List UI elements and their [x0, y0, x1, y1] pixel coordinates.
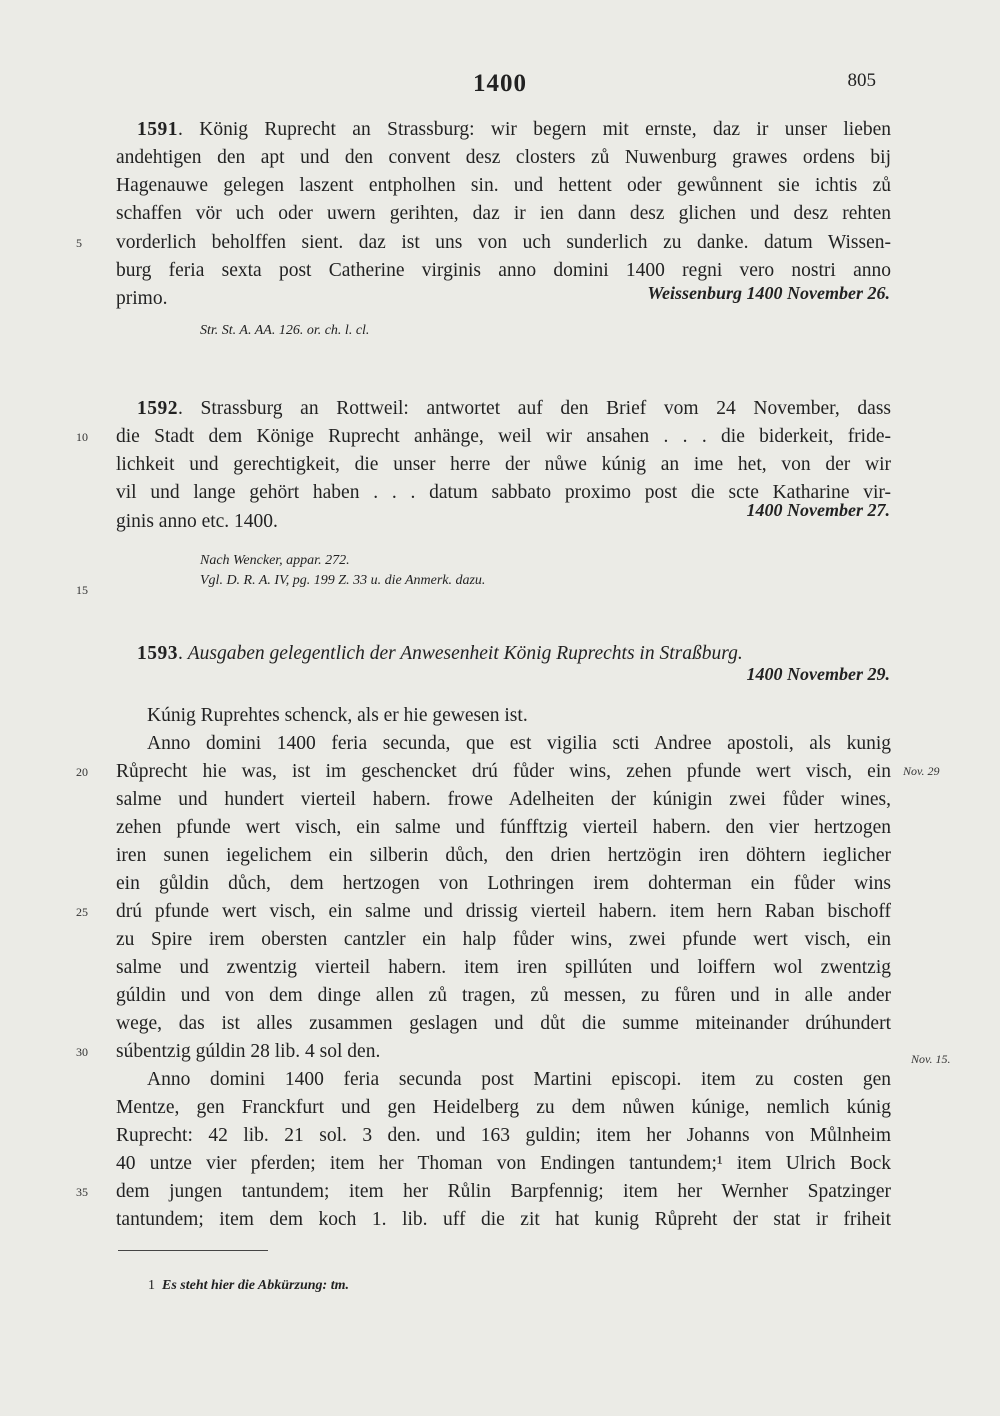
entry-1591-source: Str. St. A. AA. 126. or. ch. l. cl.	[200, 323, 370, 338]
entry-1593-line-15: Mentze, gen Franckfurt und gen Heidelberg zu dem nůwen kúnige, nemlich kúnig	[116, 1097, 891, 1118]
entry-1591-date: Weissenburg 1400 November 26.	[647, 283, 890, 303]
footnote-marker: 1	[148, 1278, 155, 1293]
entry-1591-line-2: andehtigen den apt und den convent desz closters zů Nuwenburg grawes ordens bij	[116, 147, 891, 168]
entry-number: 1591	[137, 119, 178, 140]
footnote	[148, 1278, 349, 1294]
entry-1593-line-3: Růprecht hie was, ist im geschencket drú fůder wins, zehen pfunde wert visch, ein	[116, 761, 891, 782]
entry-1593-line-12: wege, das ist alles zusammen geslagen und důt die summe miteinander drúhundert	[116, 1013, 891, 1034]
entry-1591-line-1: 1591. König Ruprecht an Strassburg: wir begern mit ernste, daz ir unser lieben	[137, 119, 892, 140]
entry-number: 1592	[137, 398, 178, 419]
entry-1593-line-14: Anno domini 1400 feria secunda post Martini episcopi. item zu costen gen	[147, 1069, 891, 1090]
line-number: 25	[76, 905, 88, 919]
entry-1593-line-8: drú pfunde wert visch, ein salme und drissig vierteil habern. item hern Raban bischoff	[116, 901, 891, 922]
entry-1593-line-19: tantundem; item dem koch 1. lib. uff die zit hat kunig Růpreht der stat ir friheit	[116, 1209, 891, 1230]
entry-1591-line-6: burg feria sexta post Catherine virginis anno domini 1400 regni vero nostri anno	[116, 260, 891, 281]
entry-1593-date: 1400 November 29.	[746, 664, 890, 684]
entry-1591-line-4: schaffen vör uch oder uwern gerihten, daz ir ien dann desz glichen und desz rehten	[116, 203, 891, 224]
entry-1592-source-2: Vgl. D. R. A. IV, pg. 199 Z. 33 u. die Anmerk. dazu.	[200, 573, 486, 588]
entry-number: 1593	[137, 643, 178, 664]
entry-1593-line-6: iren sunen iegelichem ein silberin důch, den drien hertzögin iren döhtern ieglicher	[116, 845, 891, 866]
footnote-rule	[118, 1250, 268, 1251]
line-number: 15	[76, 583, 88, 597]
entry-1591-line-3: Hagenauwe gelegen laszent entpholhen sin. und hettent oder gewůnnent sie ichtis zů	[116, 175, 891, 196]
entry-1593-line-11: gúldin und von dem dinge allen zů tragen, zů messen, zu fůren und in alle ander	[116, 985, 891, 1006]
entry-1592-line-3: lichkeit und gerechtigkeit, die unser herre der nůwe kúnig an ime het, von der wir	[116, 454, 891, 475]
running-header-year: 1400	[473, 70, 527, 97]
entry-1593-line-18: dem jungen tantundem; item her Růlin Barpfennig; item her Wernher Spatzinger	[116, 1181, 891, 1202]
entry-1593-line-10: salme und zwentzig vierteil habern. item iren spillúten und loiffern wol zwentzig	[116, 957, 891, 978]
entry-1593-heading: 1593. Ausgaben gelegentlich der Anwesenheit König Ruprechts in Straßburg.	[137, 643, 743, 664]
line-number: 20	[76, 765, 88, 779]
margin-note-date: Nov. 15.	[911, 1052, 951, 1066]
entry-1591-line-5: vorderlich beholffen sient. daz ist uns von uch sunderlich zu danke. datum Wissen-	[116, 232, 891, 253]
entry-1593-line-16: Ruprecht: 42 lib. 21 sol. 3 den. und 163 guldin; item her Johanns von Můlnheim	[116, 1125, 891, 1146]
entry-1593-line-7: ein gůldin důch, dem hertzogen von Lothringen irem dohterman ein fůder wins	[116, 873, 891, 894]
page-number: 805	[847, 70, 876, 91]
line-number: 35	[76, 1185, 88, 1199]
entry-1592-line-2: die Stadt dem Könige Ruprecht anhänge, weil wir ansahen . . . die biderkeit, fride-	[116, 426, 891, 447]
entry-1593-line-5: zehen pfunde wert visch, ein salme und fúnfftzig vierteil habern. den vier hertzogen	[116, 817, 891, 838]
entry-1593-line-17: 40 untze vier pferden; item her Thoman von Endingen tantundem;¹ item Ulrich Bock	[116, 1153, 891, 1174]
entry-1592-line-5: ginis anno etc. 1400.	[116, 511, 278, 532]
entry-1592-line-1: 1592. Strassburg an Rottweil: antwortet auf den Brief vom 24 November, dass	[137, 398, 892, 419]
entry-1593-line-4: salme und hundert vierteil habern. frowe Adelheiten der kúnigin zwei fůder wines,	[116, 789, 891, 810]
entry-1591-line-7: primo.	[116, 288, 168, 309]
line-number: 10	[76, 430, 88, 444]
entry-1593-line-2: Anno domini 1400 feria secunda, que est vigilia scti Andree apostoli, als kunig	[147, 733, 891, 754]
entry-1592-date: 1400 November 27.	[746, 500, 890, 520]
entry-1593-line-1: Kúnig Ruprehtes schenck, als er hie gewesen ist.	[147, 705, 528, 726]
entry-1593-line-9: zu Spire irem obersten cantzler ein halp fůder wins, zwei pfunde wert visch, ein	[116, 929, 891, 950]
margin-note-date: Nov. 29	[903, 764, 940, 778]
line-number: 30	[76, 1045, 88, 1059]
line-number: 5	[76, 236, 82, 250]
entry-1593-title: Ausgaben gelegentlich der Anwesenheit König Ruprechts in Straßburg.	[187, 643, 743, 664]
entry-1593-line-13: súbentzig gúldin 28 lib. 4 sol den.	[116, 1041, 381, 1062]
footnote-text: Es steht hier die Abkürzung: tm.	[162, 1278, 349, 1293]
entry-1592-line-4: vil und lange gehört haben . . . datum sabbato proximo post die scte Katharine vir-	[116, 482, 891, 503]
entry-1592-source-1: Nach Wencker, appar. 272.	[200, 553, 350, 568]
